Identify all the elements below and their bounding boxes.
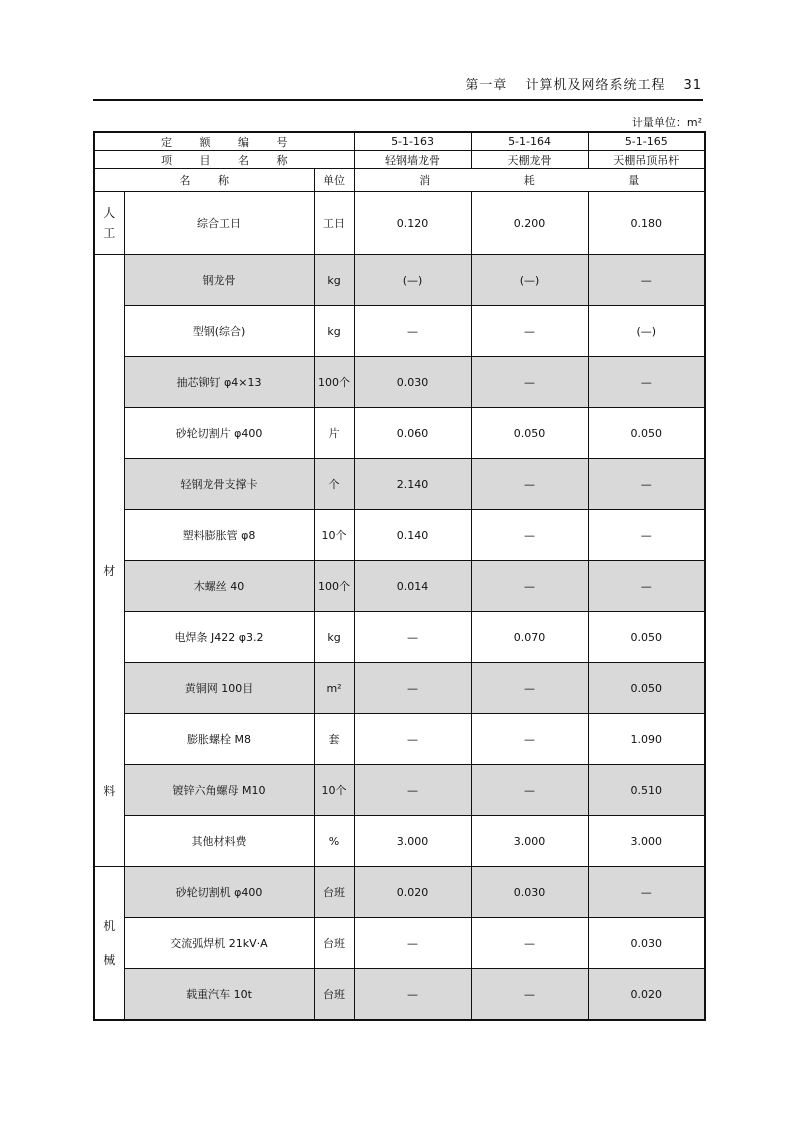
material-row — [94, 357, 705, 408]
row-value: 0.180 — [588, 192, 705, 255]
row-name: 型钢(综合) — [124, 306, 314, 357]
row-value: (—) — [354, 255, 471, 306]
row-value: — — [471, 357, 588, 408]
row-name: 砂轮切割机 φ400 — [124, 867, 314, 918]
labor-row — [94, 192, 705, 255]
row-name: 塑料膨胀管 φ8 — [124, 510, 314, 561]
row-unit: 片 — [314, 408, 354, 459]
row-value: 0.140 — [354, 510, 471, 561]
unit-note-label: 计量单位： — [631, 116, 687, 129]
unit-note — [632, 114, 702, 130]
row-value: — — [588, 459, 705, 510]
item-name-cell: 轻钢墙龙骨 — [354, 151, 471, 169]
machine-row — [94, 969, 705, 1021]
row-value: — — [471, 918, 588, 969]
material-row — [94, 612, 705, 663]
machine-row — [94, 867, 705, 918]
row-value: — — [588, 255, 705, 306]
row-value: — — [471, 765, 588, 816]
row-value: — — [354, 918, 471, 969]
row-value: (—) — [471, 255, 588, 306]
row-name: 抽芯铆钉 φ4×13 — [124, 357, 314, 408]
category-char: 机 — [103, 919, 116, 933]
row-unit: 套 — [314, 714, 354, 765]
row-value: — — [354, 969, 471, 1021]
code-row-label: 定 额 编 号 — [94, 132, 354, 151]
row-value: 0.030 — [471, 867, 588, 918]
category-labor — [94, 192, 124, 255]
row-value: 0.050 — [588, 612, 705, 663]
row-name: 载重汽车 10t — [124, 969, 314, 1021]
page-number: 31 — [683, 78, 702, 93]
category-char: 械 — [103, 953, 116, 967]
row-value: 0.120 — [354, 192, 471, 255]
category-material — [94, 255, 124, 867]
row-value: 0.510 — [588, 765, 705, 816]
row-value: 0.030 — [588, 918, 705, 969]
machine-row — [94, 918, 705, 969]
row-value: 0.020 — [588, 969, 705, 1021]
row-value: — — [588, 357, 705, 408]
row-value: — — [354, 663, 471, 714]
row-value: — — [471, 969, 588, 1021]
code-row — [94, 132, 705, 151]
header-rule — [93, 99, 703, 101]
row-unit: % — [314, 816, 354, 867]
row-value: — — [588, 867, 705, 918]
row-value: — — [354, 612, 471, 663]
row-value: — — [588, 510, 705, 561]
row-unit: kg — [314, 306, 354, 357]
row-value: — — [588, 561, 705, 612]
row-value: 0.200 — [471, 192, 588, 255]
row-name: 镀锌六角螺母 M10 — [124, 765, 314, 816]
row-name: 交流弧焊机 21kV·A — [124, 918, 314, 969]
material-row — [94, 459, 705, 510]
row-name: 黄铜网 100目 — [124, 663, 314, 714]
row-name: 其他材料费 — [124, 816, 314, 867]
row-name: 砂轮切割片 φ400 — [124, 408, 314, 459]
row-unit: 台班 — [314, 867, 354, 918]
item-name-cell: 天棚吊顶吊杆 — [588, 151, 705, 169]
code-cell: 5-1-163 — [354, 132, 471, 151]
row-name: 木螺丝 40 — [124, 561, 314, 612]
column-header-row — [94, 169, 705, 192]
row-value: 0.014 — [354, 561, 471, 612]
material-row — [94, 714, 705, 765]
material-row — [94, 765, 705, 816]
code-cell: 5-1-165 — [588, 132, 705, 151]
row-value: 1.090 — [588, 714, 705, 765]
row-value: — — [354, 306, 471, 357]
unit-note-unit: m² — [686, 116, 702, 129]
row-unit: kg — [314, 612, 354, 663]
row-value: — — [471, 306, 588, 357]
row-name: 电焊条 J422 φ3.2 — [124, 612, 314, 663]
quota-table — [93, 131, 706, 1021]
material-row — [94, 408, 705, 459]
consume-column-header: 消 耗 量 — [354, 169, 705, 192]
row-name: 轻钢龙骨支撑卡 — [124, 459, 314, 510]
row-value: — — [471, 459, 588, 510]
row-value: 3.000 — [588, 816, 705, 867]
item-row-label: 项 目 名 称 — [94, 151, 354, 169]
page-header — [447, 74, 702, 93]
chapter-title: 计算机及网络系统工程 — [525, 78, 666, 93]
row-value: 0.050 — [588, 663, 705, 714]
row-unit: 10个 — [314, 765, 354, 816]
row-name: 钢龙骨 — [124, 255, 314, 306]
category-char: 工 — [103, 226, 116, 240]
row-value: — — [354, 765, 471, 816]
row-value: 0.030 — [354, 357, 471, 408]
row-value: 0.020 — [354, 867, 471, 918]
row-unit: kg — [314, 255, 354, 306]
material-row — [94, 663, 705, 714]
row-value: — — [471, 714, 588, 765]
row-unit: 台班 — [314, 969, 354, 1021]
unit-column-header: 单位 — [314, 169, 354, 192]
chapter-label: 第一章 — [465, 78, 508, 93]
category-char: 料 — [103, 783, 116, 798]
row-unit: 工日 — [314, 192, 354, 255]
row-unit: 100个 — [314, 561, 354, 612]
row-value: 0.060 — [354, 408, 471, 459]
row-value: — — [471, 561, 588, 612]
row-unit: m² — [314, 663, 354, 714]
row-unit: 台班 — [314, 918, 354, 969]
material-row — [94, 561, 705, 612]
material-row — [94, 510, 705, 561]
row-value: (—) — [588, 306, 705, 357]
row-value: — — [354, 714, 471, 765]
material-row — [94, 306, 705, 357]
row-value: 3.000 — [471, 816, 588, 867]
row-value: — — [471, 510, 588, 561]
name-column-header: 名 称 — [94, 169, 314, 192]
row-value: 2.140 — [354, 459, 471, 510]
material-row — [94, 816, 705, 867]
category-machine — [94, 867, 124, 1021]
category-char: 人 — [103, 206, 116, 220]
code-cell: 5-1-164 — [471, 132, 588, 151]
item-name-cell: 天棚龙骨 — [471, 151, 588, 169]
item-row — [94, 151, 705, 169]
row-unit: 个 — [314, 459, 354, 510]
category-char: 材 — [103, 563, 116, 578]
row-value: 0.070 — [471, 612, 588, 663]
row-value: 3.000 — [354, 816, 471, 867]
material-row — [94, 255, 705, 306]
row-unit: 10个 — [314, 510, 354, 561]
row-name: 综合工日 — [124, 192, 314, 255]
row-value: 0.050 — [471, 408, 588, 459]
row-name: 膨胀螺栓 M8 — [124, 714, 314, 765]
row-value: — — [471, 663, 588, 714]
row-unit: 100个 — [314, 357, 354, 408]
row-value: 0.050 — [588, 408, 705, 459]
